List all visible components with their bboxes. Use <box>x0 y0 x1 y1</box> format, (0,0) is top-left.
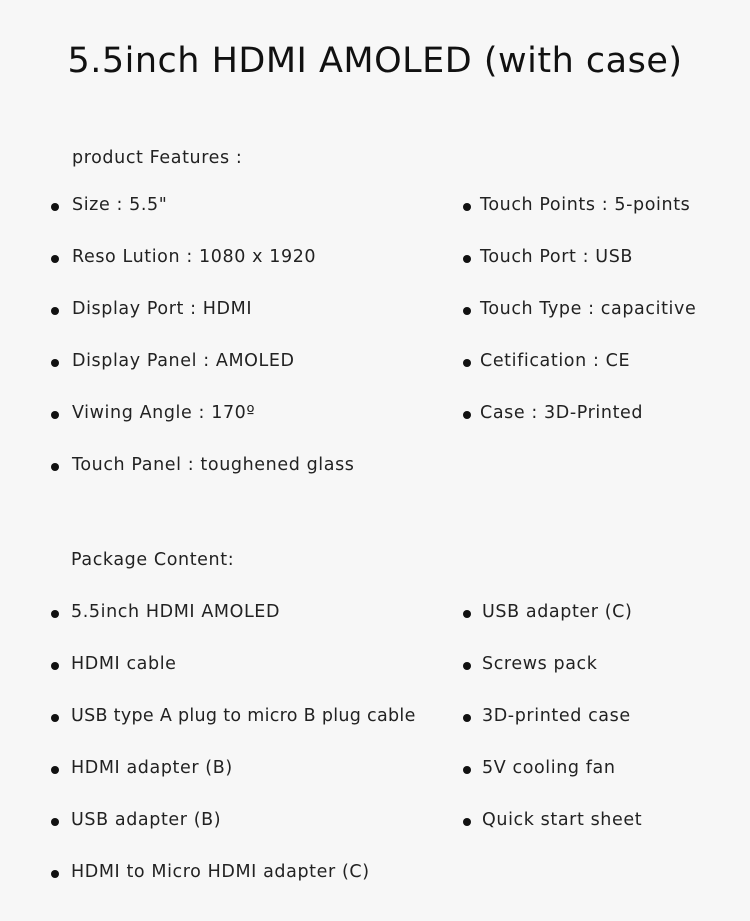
package-item: USB adapter (B) <box>71 810 222 830</box>
bullet-icon <box>51 870 59 878</box>
bullet-icon <box>463 255 471 263</box>
features-heading: product Features : <box>72 148 243 168</box>
bullet-icon <box>463 359 471 367</box>
package-item: USB type A plug to micro B plug cable <box>71 706 416 726</box>
package-item: 3D-printed case <box>482 706 631 726</box>
bullet-icon <box>51 359 59 367</box>
bullet-icon <box>51 610 59 618</box>
feature-item: Size : 5.5" <box>72 195 168 215</box>
package-item: 5V cooling fan <box>482 758 616 778</box>
bullet-icon <box>463 818 471 826</box>
feature-item: Display Port : HDMI <box>72 299 253 319</box>
bullet-icon <box>51 463 59 471</box>
bullet-icon <box>51 307 59 315</box>
bullet-icon <box>51 662 59 670</box>
feature-item: Touch Port : USB <box>480 247 634 267</box>
page-title: 5.5inch HDMI AMOLED (with case) <box>67 41 683 81</box>
package-item: Quick start sheet <box>482 810 643 830</box>
feature-item: Reso Lution : 1080 x 1920 <box>72 247 317 267</box>
bullet-icon <box>463 610 471 618</box>
bullet-icon <box>463 411 471 419</box>
bullet-icon <box>51 255 59 263</box>
bullet-icon <box>51 411 59 419</box>
package-item: USB adapter (C) <box>482 602 633 622</box>
feature-item: Display Panel : AMOLED <box>72 351 295 371</box>
bullet-icon <box>463 307 471 315</box>
bullet-icon <box>463 662 471 670</box>
feature-item: Touch Type : capacitive <box>480 299 697 319</box>
bullet-icon <box>463 766 471 774</box>
package-item: HDMI adapter (B) <box>71 758 233 778</box>
package-item: 5.5inch HDMI AMOLED <box>71 602 281 622</box>
feature-item: Case : 3D-Printed <box>480 403 644 423</box>
bullet-icon <box>51 714 59 722</box>
bullet-icon <box>51 818 59 826</box>
feature-item: Touch Points : 5-points <box>480 195 691 215</box>
package-item: HDMI cable <box>71 654 177 674</box>
package-item: Screws pack <box>482 654 598 674</box>
package-heading: Package Content: <box>71 550 235 570</box>
feature-item: Touch Panel : toughened glass <box>72 455 355 475</box>
feature-item: Viwing Angle : 170º <box>72 403 256 423</box>
bullet-icon <box>463 203 471 211</box>
package-item: HDMI to Micro HDMI adapter (C) <box>71 862 370 882</box>
feature-item: Cetification : CE <box>480 351 631 371</box>
bullet-icon <box>51 203 59 211</box>
bullet-icon <box>51 766 59 774</box>
bullet-icon <box>463 714 471 722</box>
